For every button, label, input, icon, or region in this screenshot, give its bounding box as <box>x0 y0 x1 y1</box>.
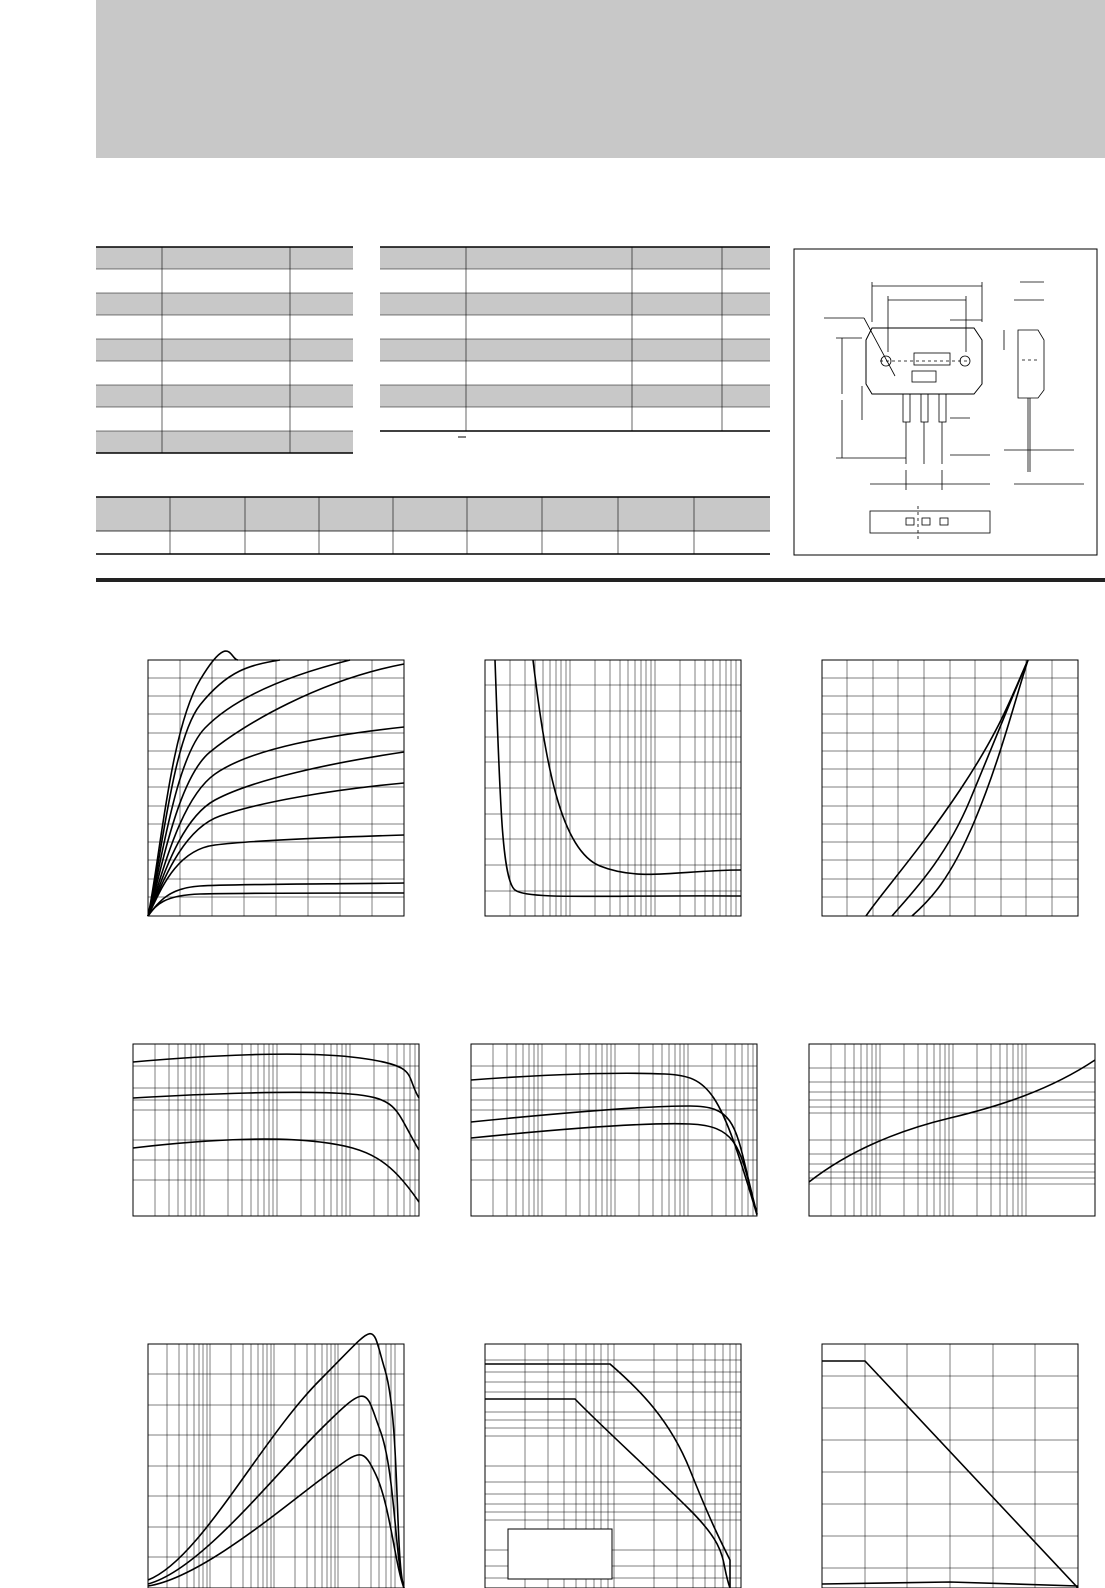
graph-6 <box>809 1044 1095 1216</box>
graph-2 <box>485 660 741 916</box>
graph-3 <box>822 660 1078 916</box>
graph-7 <box>148 1334 404 1588</box>
left-spec-table <box>96 247 353 453</box>
middle-spec-table <box>380 247 770 437</box>
graph-1 <box>148 651 404 916</box>
graph-4 <box>133 1044 419 1216</box>
package-bottom-view <box>870 506 990 540</box>
graph-5 <box>471 1044 757 1216</box>
graph-8 <box>485 1344 741 1588</box>
graph-9 <box>822 1344 1078 1588</box>
package-side-view <box>1004 282 1084 484</box>
bottom-spec-table <box>96 497 770 554</box>
package-drawing <box>794 249 1097 555</box>
graph-8-note-box <box>508 1529 612 1579</box>
package-outline-icon <box>824 282 1004 490</box>
